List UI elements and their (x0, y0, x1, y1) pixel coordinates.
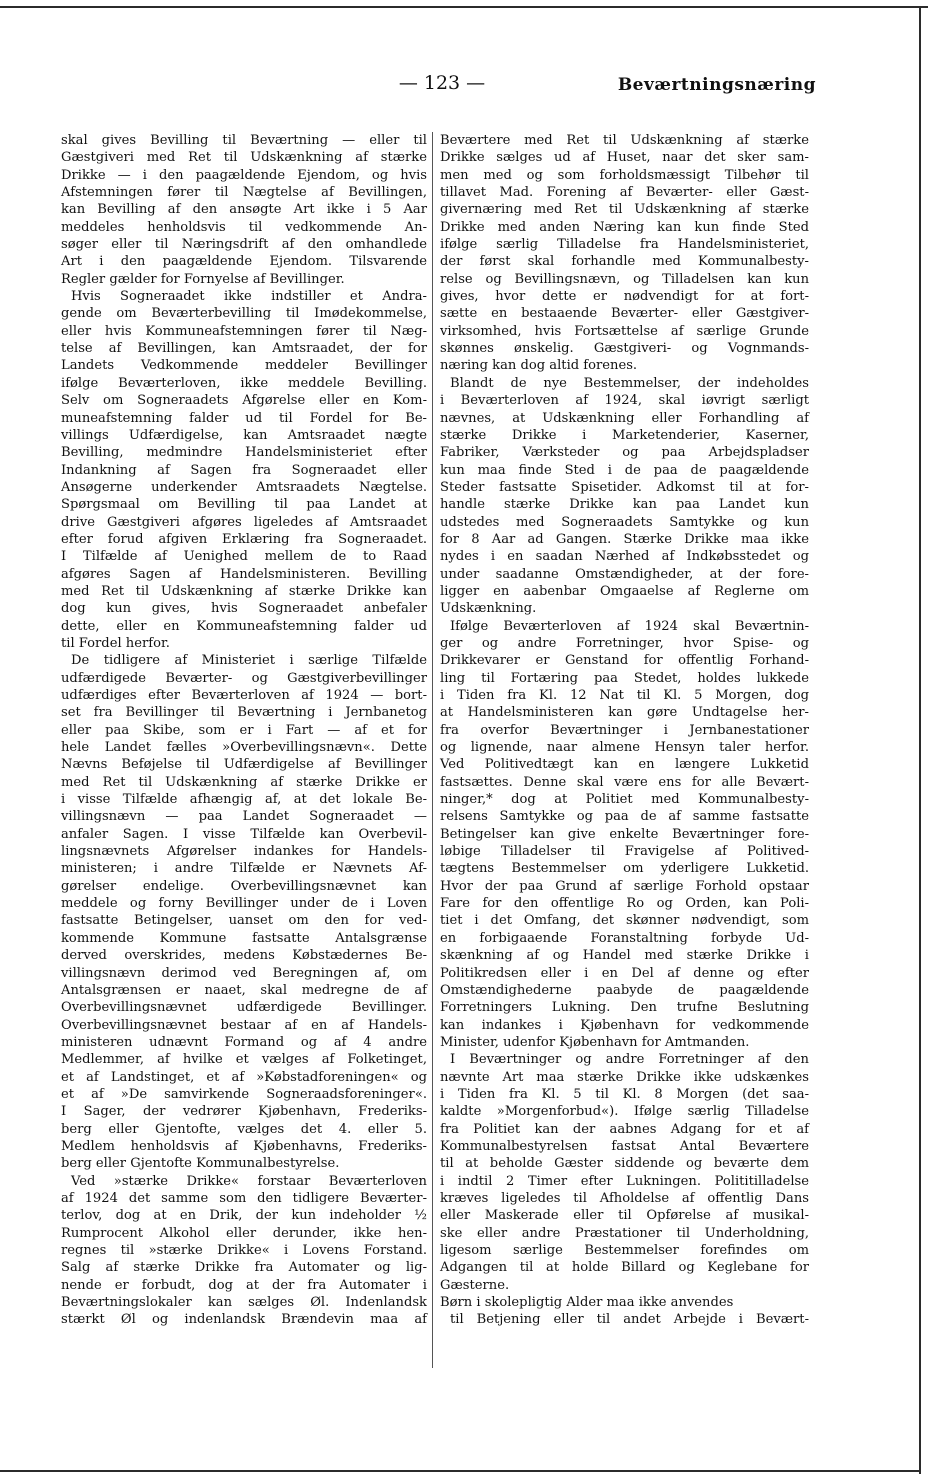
text-line: set fra Bevillinger til Beværtning i Jernbanetog (61, 705, 427, 721)
text-line: Spørgsmaal om Bevilling til paa Landet at (61, 497, 427, 513)
text-line: ifølge særlig Tilladelse fra Handelsministeriet, (440, 237, 809, 253)
text-line: nævnes, at Udskænkning eller Forhandling af (440, 410, 809, 426)
text-line: Art i den paagældende Ejendom. Tilsvarende (61, 254, 427, 270)
text-line: kun maa finde Sted i de paa de paagældende (440, 462, 809, 478)
text-line: regnes til »stærke Drikke« i Lovens Forstand. (61, 1243, 427, 1258)
text-line: Beværtningslokaler kan sælges Øl. Indenlandsk (61, 1295, 427, 1311)
text-column-right (440, 132, 809, 1329)
text-line: ligger en aabenbar Omgaaelse af Reglerne om (440, 583, 809, 599)
text-line: anfaler Sagen. I visse Tilfælde kan Overbevil- (61, 826, 427, 842)
column-divider (432, 132, 433, 1368)
text-line: eller paa Skibe, som er i Fart — af et for (61, 722, 427, 738)
text-line: ninger,* dog at Politiet med Kommunalbesty- (440, 792, 809, 808)
text-line: skænkning af og Handel med stærke Drikke i (440, 948, 809, 964)
text-line: eller Maskerade eller til Opførelse af musikal- (440, 1208, 809, 1224)
text-line: Afstemningen fører til Nægtelse af Bevillingen, (61, 185, 427, 201)
text-line: lingsnævnets Afgørelser indankes for Handels- (61, 844, 427, 860)
text-line: Overbevillingsnævnet udfærdigede Bevillinger. (61, 1000, 427, 1016)
text-line: Ansøgerne underkender Amtsraadets Nægtelse. (61, 479, 427, 495)
text-line: ministeren; i andre Tilfælde er Nævnets Af- (61, 861, 427, 877)
text-line: tiet i det Omfang, det skønner nødvendigt, som (440, 913, 809, 929)
text-line: til Fordel herfor. (61, 635, 170, 651)
text-line: nydes i en saadan Nærhed af Indkøbsstedet og (440, 549, 809, 565)
text-line: drive Gæstgiveri afgøres ligeledes af Amtsraadet (61, 514, 427, 530)
text-line: kan indankes i Kjøbenhavn for vedkommende (440, 1017, 809, 1033)
text-line: Regler gælder for Fornyelse af Bevillinger. (61, 271, 345, 287)
text-line: ifølge Beværterloven, ikke meddele Bevilling. (61, 375, 427, 391)
text-line: Indankning af Sagen fra Sogneraadet eller (61, 462, 427, 478)
text-line: kræves ligeledes til Afholdelse af offentlig Dans (440, 1190, 809, 1206)
text-line: De tidligere af Ministeriet i særlige Tilfælde (71, 653, 427, 669)
text-line: et af »De samvirkende Sogneraadsforeninger«. (61, 1086, 427, 1102)
text-line: Fabriker, Værksteder og paa Arbejdspladser (440, 445, 809, 461)
text-line: Hvis Sogneraadet ikke indstiller et Andra- (71, 289, 427, 305)
text-line: udfærdiges efter Beværterloven af 1924 — bort- (61, 688, 427, 703)
text-line: til at beholde Gæster siddende og beværte dem (440, 1156, 809, 1172)
text-line: berg eller Gjentofte Kommunalbestyrelse. (61, 1156, 340, 1172)
text-line: i indtil 2 Timer efter Lukningen. Polititilladelse (440, 1173, 809, 1189)
text-line: løbige Tilladelser til Fravigelse af Politived- (440, 844, 809, 860)
text-line: ministeren udnævnt Formand og af 4 andre (61, 1034, 427, 1050)
text-line: skønnes ønskelig. Gæstgiveri- og Vognmands- (440, 341, 809, 357)
text-line: berg eller Gjentofte, vælges det 4. eller 5. (61, 1121, 427, 1137)
text-line: givernæring med Ret til Udskænkning af stærke (440, 202, 809, 218)
text-column-left (61, 132, 427, 1329)
text-line: der først skal forhandle med Kommunalbesty- (440, 254, 809, 270)
text-line: men med og som forholdsmæssigt Tilbehør til (440, 167, 809, 183)
text-line: udstedes med Sogneraadets Samtykke og kun (440, 514, 809, 530)
text-line: Adgangen til at holde Billard og Keglebane for (440, 1260, 809, 1276)
text-line: Drikke sælges ud af Huset, naar det sker sam- (440, 150, 809, 166)
text-line: Beværtere med Ret til Udskænkning af stærke (440, 133, 809, 148)
text-line: Minister, udenfor Kjøbenhavn for Amtmanden. (440, 1034, 750, 1050)
text-line: Drikkevarer er Genstand for offentlig Forhand- (440, 653, 809, 669)
text-line: I Sager, der vedrører Kjøbenhavn, Frederiks- (61, 1104, 427, 1120)
text-line: Gæsterne. (440, 1277, 510, 1293)
text-line: til Betjening eller til andet Arbejde i Bevært- (450, 1312, 809, 1328)
page-number: — 123 — (398, 72, 486, 94)
text-line: Landets Vedkommende meddeler Bevillinger (61, 358, 427, 374)
text-line: ligesom særlige Bestemmelser forefindes om (440, 1243, 809, 1258)
running-title: Beværtningsnæring (617, 75, 816, 95)
text-line: kommende Kommune fastsatte Antalsgrænse (61, 930, 427, 946)
scan-border-right (919, 6, 921, 1474)
text-line: Salg af stærke Drikke fra Automater og lig- (61, 1260, 427, 1276)
text-line: udfærdigede Beværter- og Gæstgiverbevillinger (61, 670, 427, 686)
text-line: efter forud afgiven Erklæring fra Sogneraadet. (61, 531, 427, 547)
text-line: Betingelser kan give enkelte Beværtninger fore- (440, 826, 809, 842)
text-line: at Handelsministeren kan gøre Undtagelse her- (440, 705, 809, 721)
text-line: I Tilfælde af Uenighed mellem de to Raad (61, 549, 427, 565)
text-line: søger eller til Næringsdrift af den omhandlede (61, 237, 427, 253)
text-line: afgøres Sagen af Handelsministeren. Bevilling (61, 566, 427, 582)
text-line: fastsættes. Denne skal være ens for alle Bevært- (440, 774, 809, 790)
text-line: gende om Beværterbevilling til Imødekommelse, (61, 306, 427, 322)
text-line: Nævns Beføjelse til Udfærdigelse af Bevillinger (61, 757, 427, 773)
text-line: næring kan dog altid forenes. (440, 358, 638, 374)
text-line: tægtens Bestemmelser om yderligere Lukketid. (440, 861, 809, 877)
text-line: tillavet Mad. Forening af Beværter- eller Gæst- (440, 185, 809, 201)
text-line: Overbevillingsnævnet bestaar af en af Handels- (61, 1017, 427, 1033)
text-line: under saadanne Omstændigheder, at der fore- (440, 566, 809, 582)
text-line: nævnte Art maa stærke Drikke ikke udskænkes (440, 1069, 809, 1085)
text-line: Medlemmer, af hvilke et vælges af Folketinget, (61, 1052, 427, 1068)
text-line: skal gives Bevilling til Beværtning — eller til (61, 133, 427, 148)
text-line: Gæstgiveri med Ret til Udskænkning af stærke (61, 150, 427, 166)
text-line: i visse Tilfælde afhængig af, at det lokale Be- (61, 792, 427, 808)
text-line: i Tiden fra Kl. 12 Nat til Kl. 5 Morgen, dog (440, 688, 809, 703)
text-line: telse af Bevillingen, kan Amtsraadet, der for (61, 341, 427, 357)
text-line: Fare for den offentlige Ro og Orden, kan Poli- (440, 896, 809, 912)
text-line: relsens Samtykke og paa de af samme fastsatte (440, 809, 809, 825)
text-line: og lignende, naar almene Hensyn taler herfor. (440, 740, 809, 756)
text-line: kaldte »Morgenforbud«). Ifølge særlig Tilladelse (440, 1104, 809, 1120)
text-line: Kommunalbestyrelsen fastsat Antal Beværtere (440, 1138, 809, 1154)
text-line: med Ret til Udskænkning af stærke Drikke er (61, 774, 427, 790)
text-line: en forbigaaende Foranstaltning forbyde Ud- (440, 930, 809, 946)
text-line: Medlem henholdsvis af Kjøbenhavns, Frederiks- (61, 1138, 427, 1154)
text-line: dog kun gives, hvis Sogneraadet anbefaler (61, 601, 427, 617)
text-line: terlov, dog at en Drik, der kun indeholder ½ (61, 1208, 427, 1224)
text-line: Blandt de nye Bestemmelser, der indeholdes (450, 375, 809, 391)
text-line: Selv om Sogneraadets Afgørelse eller en Kom- (61, 393, 427, 409)
text-line: fastsatte Betingelser, uanset om den for ved- (61, 913, 427, 929)
text-line: ling til Fortæring paa Stedet, holdes lukkede (440, 670, 809, 686)
text-line: villingsnævn — paa Landet Sogneraadet — (61, 809, 427, 825)
text-line: meddele og forny Bevillinger under de i Loven (61, 896, 427, 912)
text-line: gives, hvor dette er nødvendigt for at fort- (440, 289, 809, 305)
text-line: kan Bevilling af den ansøgte Art ikke i 5 Aar (61, 202, 427, 218)
text-line: Drikke med anden Næring kan kun finde Sted (440, 219, 809, 235)
text-line: Steder fastsatte Spisetider. Adkomst til at for- (440, 479, 809, 495)
text-line: med Ret til Udskænkning af stærke Drikke kan (61, 583, 427, 599)
text-line: ske eller andre Præstationer til Underholdning, (440, 1225, 809, 1241)
text-line: et af Landstinget, et af »Købstadforeningen« og (61, 1069, 427, 1085)
text-line: villingsnævn derimod ved Beregningen af, om (61, 965, 427, 981)
text-line: sætte en bestaaende Beværter- eller Gæstgiver- (440, 306, 809, 322)
text-line: stærkt Øl og indenlandsk Brændevin maa af (61, 1312, 427, 1328)
text-line: af 1924 det samme som den tidligere Beværter- (61, 1190, 427, 1206)
text-line: dette, eller en Kommuneafstemning falder ud (61, 618, 427, 634)
text-line: stærke Drikke i Marketenderier, Kaserner, (440, 427, 809, 443)
text-line: fra Politiet kan der aabnes Adgang for et af (440, 1121, 809, 1137)
text-line: i Tiden fra Kl. 5 til Kl. 8 Morgen (det saa- (440, 1086, 809, 1102)
text-line: Omstændighederne paabyde de paagældende (440, 982, 809, 998)
text-line: villings Udfærdigelse, kan Amtsraadet nægte (61, 427, 427, 443)
text-line: derved overskrides, medens Købstædernes Be- (61, 948, 427, 964)
text-line: Ifølge Beværterloven af 1924 skal Beværtnin- (450, 618, 809, 634)
text-line: Børn i skolepligtig Alder maa ikke anvendes (440, 1295, 734, 1311)
text-line: Ved Politivedtægt kan en længere Lukketid (440, 757, 809, 773)
text-line: meddeles henholdsvis til vedkommende An- (61, 219, 427, 235)
text-line: Politikredsen eller i en Del af denne og efter (440, 965, 809, 981)
text-line: Bevilling, medmindre Handelsministeriet efter (61, 445, 427, 461)
text-line: virksomhed, hvis Fortsættelse af særlige Grunde (440, 323, 809, 339)
text-line: fra overfor Beværtninger i Jernbanestationer (440, 722, 809, 738)
text-line: handle stærke Drikke kan paa Landet kun (440, 497, 809, 513)
text-line: Drikke — i den paagældende Ejendom, og hvis (61, 167, 427, 183)
text-line: Hvor der paa Grund af særlige Forhold opstaar (440, 878, 809, 894)
text-line: ger og andre Forretninger, hvor Spise- og (440, 635, 809, 651)
text-line: for 8 Aar ad Gangen. Stærke Drikke maa ikke (440, 531, 809, 547)
text-line: eller hvis Kommuneafstemningen fører til Næg- (61, 323, 427, 339)
text-line: gørelser endelige. Overbevillingsnævnet kan (61, 878, 427, 894)
text-line: hele Landet fælles »Overbevillingsnævn«. Dette (61, 740, 427, 756)
text-line: Forretningers Lukning. Den trufne Beslutning (440, 1000, 809, 1016)
text-line: Udskænkning. (440, 601, 537, 617)
text-line: nende er forbudt, dog at der fra Automater i (61, 1277, 427, 1293)
text-line: i Beværterloven af 1924, skal iøvrigt særligt (440, 393, 809, 409)
text-line: Rumprocent Alkohol eller derunder, ikke hen- (61, 1225, 427, 1241)
text-line: I Beværtninger og andre Forretninger af den (450, 1052, 809, 1068)
text-line: Ved »stærke Drikke« forstaar Beværterloven (71, 1173, 427, 1189)
text-line: Antalsgrænsen er naaet, skal medregne de af (61, 982, 427, 998)
text-line: relse og Bevillingsnævn, og Tilladelsen kan kun (440, 271, 809, 287)
text-line: muneafstemning falder ud til Fordel for Be- (61, 410, 427, 426)
scan-border-bottom (0, 1470, 921, 1472)
scan-border-top (0, 6, 928, 8)
